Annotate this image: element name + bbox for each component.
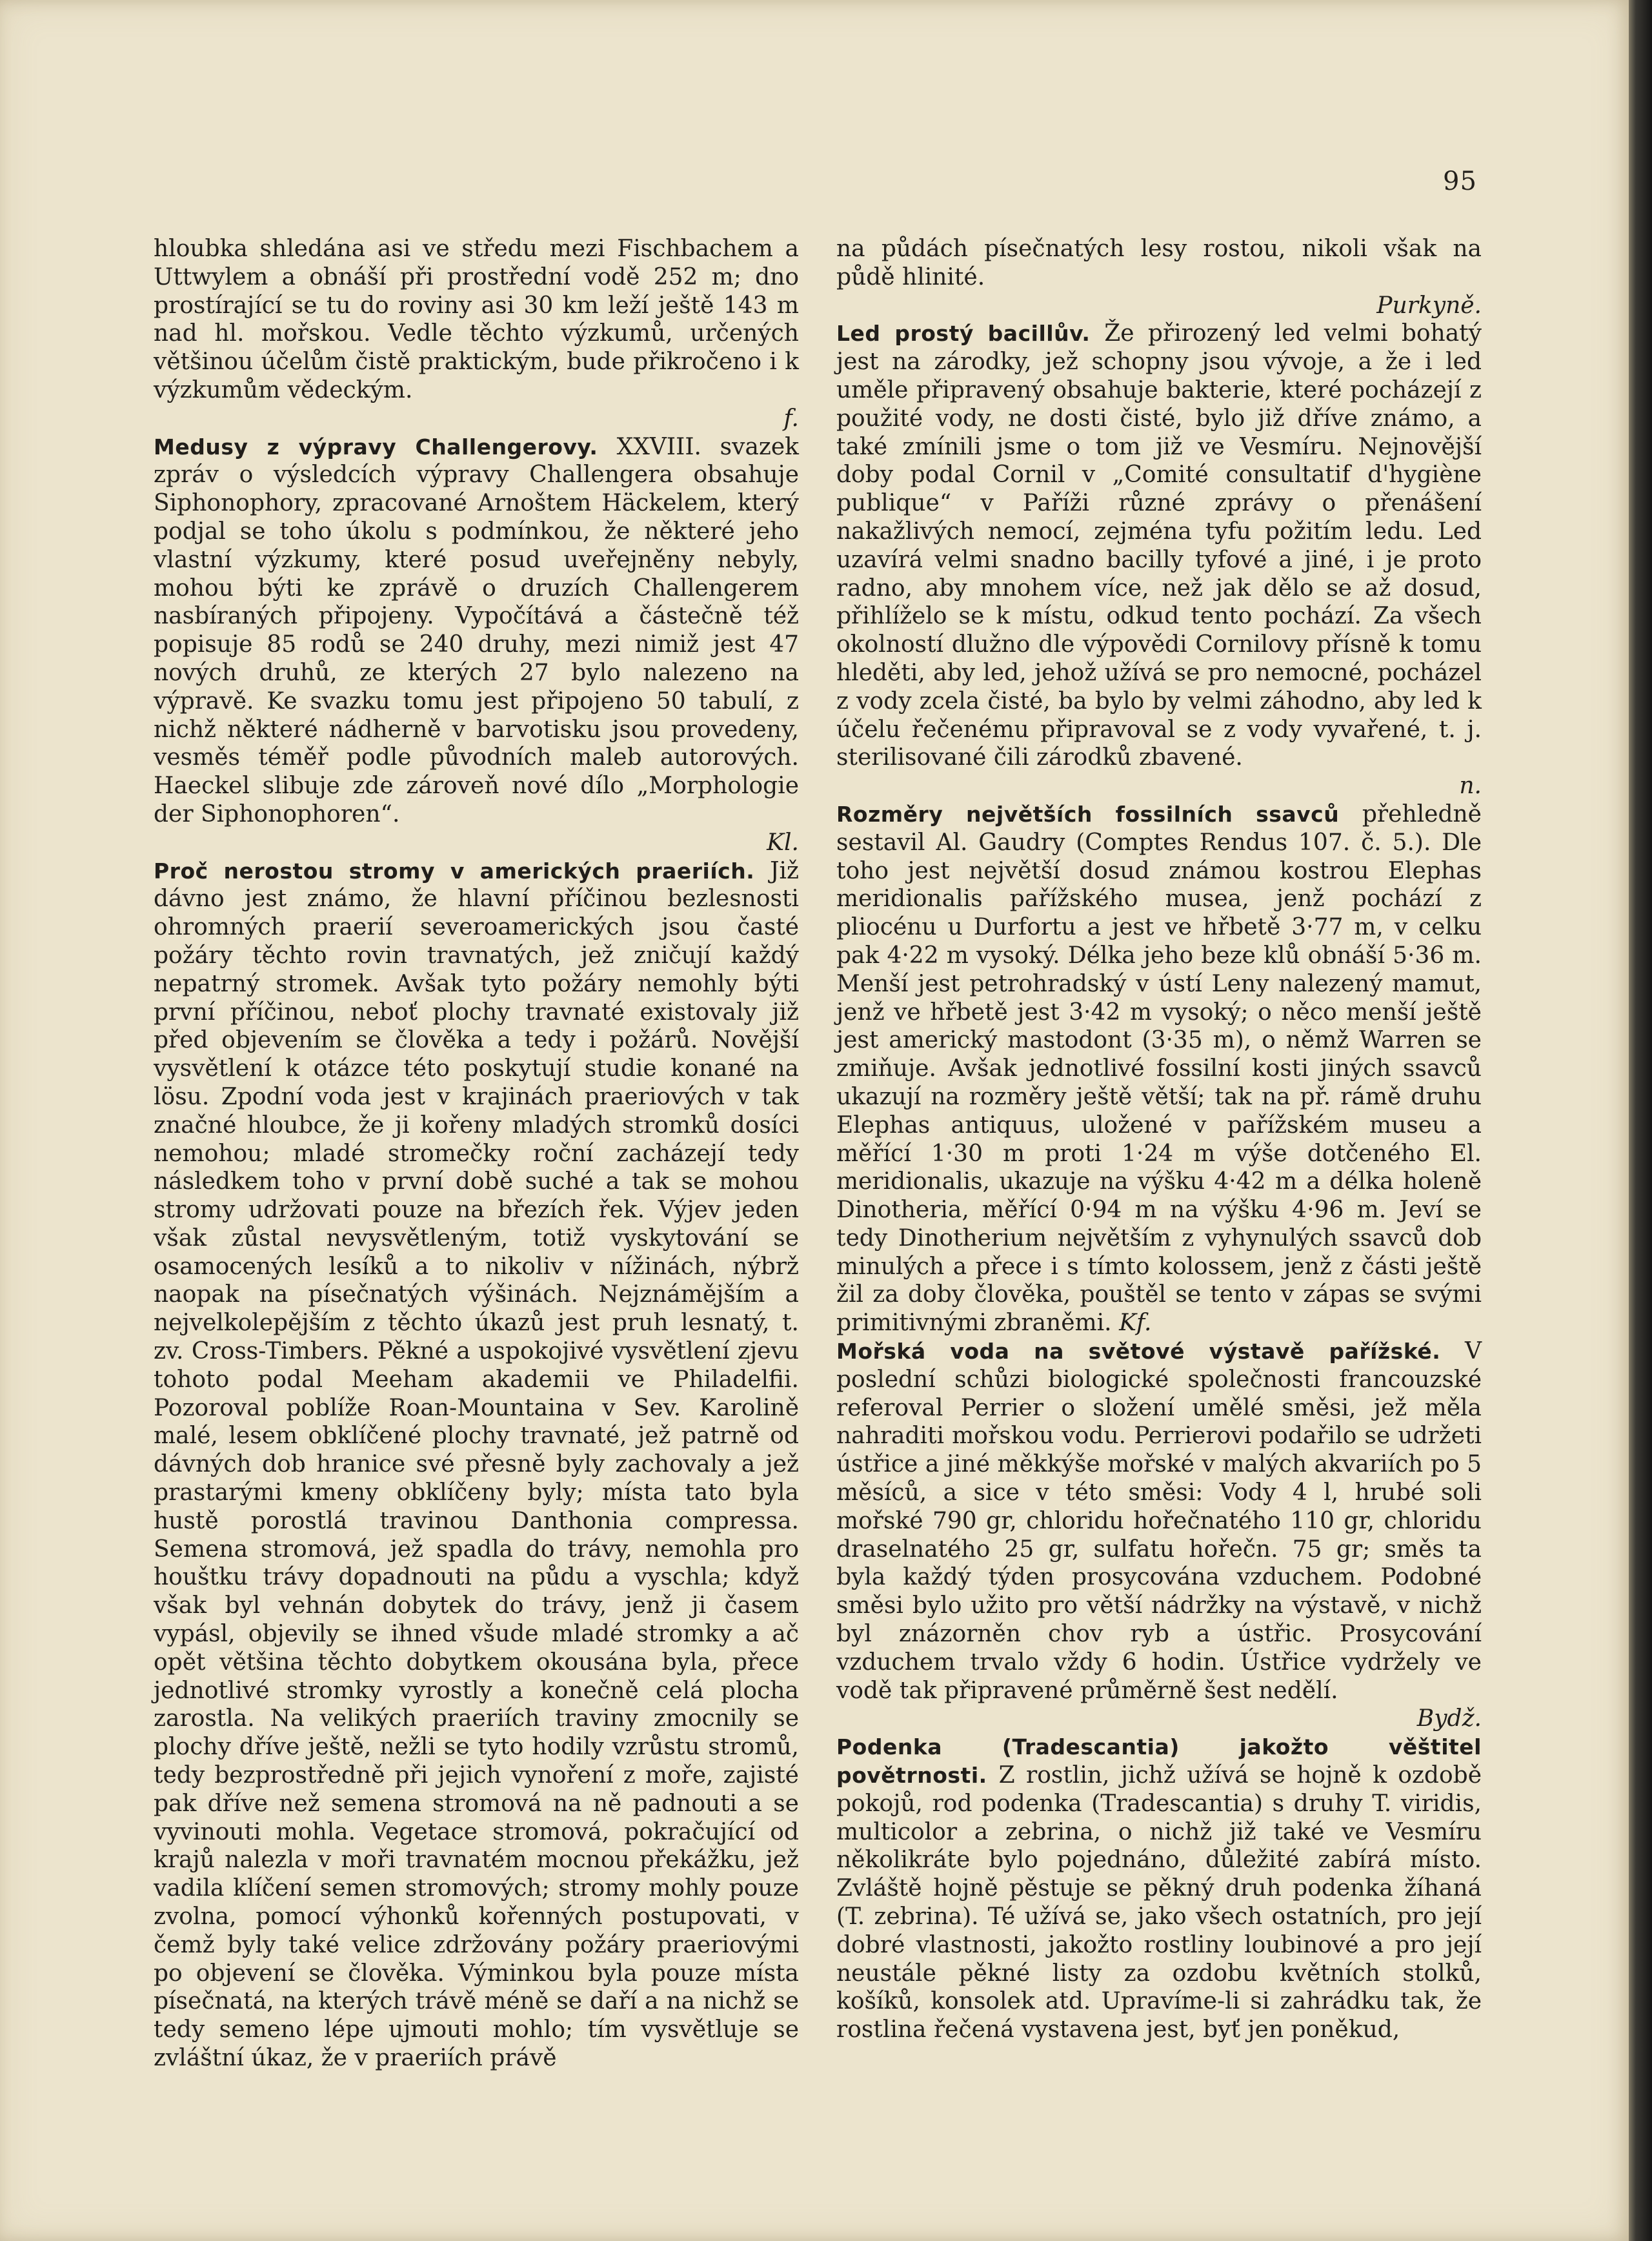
left-column: [154, 235, 799, 2073]
article-heading: Led prostý bacillův.: [836, 321, 1105, 347]
author-signature: Kl.: [767, 829, 799, 856]
paragraph-text: Že přirozený led velmi bohatý jest na zárodky, jež schopny jsou vývoje, a že i led uměle připravený obsahuje bakterie, které pocházejí z použité vody, ne dosti čisté, bylo již dříve známo, a také zmínili jsme o tom již ve Vesmíru. Nejnovější doby podal Cornil v „Comité consultatif d'hygiène publique“ v Paříži různé zprávy o přenášení nakažlivých nemocí, zejména tyfu požitím ledu. Led uzavírá velmi snadno bacilly tyfové a jiné, i je proto radno, aby mnohem více, než jak dělo se až dosud, přihlíželo se k místu, odkud tento pochází. Za všech okolností dlužno dle výpovědi Cornilovy přísně k tomu hleděti, aby led, jehož užívá se pro nemocné, pocházel z vody zcela čisté, ba bylo by velmi záhodno, aby led k účelu řečenému připravoval se z vody vyvařené, t. j. sterilisované čili zárodků zbavené.: [836, 320, 1482, 771]
article-heading: Mořská voda na světové výstavě pařížské.: [836, 1339, 1465, 1364]
article-medusy: [154, 433, 799, 857]
paragraph-text: XXVIII. svazek zpráv o výsledcích výpravy Challengera obsahuje Siphonophory, zpracované Arnoštem Häckelem, který podjal se toho úkolu s podmínkou, že některé jeho vlastní výzkumy, které posud uveřejněny nebyly, mohou býti ke zprávě o druzích Challengerem nasbíraných připojeny. Vypočítává a částečně též popisuje 85 rodů se 240 druhy, mezi nimiž jest 47 nových druhů, ze kterých 27 bylo nalezeno na výpravě. Ke svazku tomu jest připojeno 50 tabulí, z nichž některé nádherně v barvotisku jsou provedeny, vesměs téměř podle původních maleb autorových. Haeckel slibuje zde zároveň nové dílo „Morphologie der Siphonophoren“.: [154, 433, 799, 827]
author-signature: n.: [1459, 773, 1482, 800]
paragraph-text: Již dávno jest známo, že hlavní příčinou bezlesnosti ohromných praerií severoamerických jsou časté požáry těchto rovin travnatých, jež zničují každý nepatrný stromek. Avšak tyto požáry nemohly býti první příčinou, neboť plochy travnaté existovaly již před objevením se člověka a tedy i požárů. Novější vysvětlení k otázce této poskytují studie konané na lösu. Zpodní voda jest v krajinách praeriových v tak značné hloubce, že ji kořeny mladých stromků dosíci nemohou; mladé stromečky roční zacházejí tedy následkem toho v první době suché a tak se mohou stromy udržovati pouze na březích řek. Výjev jeden však zůstal nevysvětleným, totiž vyskytování se osamocených lesíků a to nikoliv v nížinách, nýbrž naopak na písečnatých výšinách. Nejznámějším a nejvelkolepějším z těchto úkazů jest pruh lesnatý, t. zv. Cross-Timbers. Pěkné a uspokojivé vysvětlení zjevu tohoto podal Meeham akademii ve Philadelfii. Pozoroval poblíže Roan-Mountaina v Sev. Karolině malé, lesem obklíčené plochy travnaté, jež patrně od dávných dob hranice své přesně byly zachovaly a jež prastarými kmeny obklíčeny byly; místa tato byla hustě porostlá travinou Danthonia compressa. Semena stromová, jež spadla do trávy, nemohla pro houštku trávy dopadnouti na půdu a vyschla; když však byl vehnán dobytek do trávy, jenž ji časem vypásl, objevily se ihned všude mladé stromky a ač opět většina těchto dobytkem okousána byla, přece jednotlivé stromky vyrostly a konečně celá plocha zarostla. Na velikých praeriích traviny zmocnily se plochy dříve ještě, nežli se tyto hodily vzrůstu stromů, tedy bezprostředně při jejich vynoření z moře, zajisté pak dříve než semena stromová na ně padnouti a se vyvinouti mohla. Vegetace stromová, pokračující od krajů nalezla v moři travnatém mocnou překážku, jež vadila klíčení semen stromových; stromy mohly pouze zvolna, pomocí výhonků kořenných postupovati, v čemž byly také velice zdržovány požáry praeriovými po objevení se člověka. Výminkou byla pouze místa písečnatá, na kterých trávě méně se daří a na nichž se tedy semeno lépe ujmouti mohlo; tím vysvětluje se zvláštní úkaz, že v praeriích právě: [154, 857, 799, 2071]
author-signature: Bydž.: [1416, 1705, 1482, 1732]
author-signature: Kf.: [1119, 1310, 1152, 1337]
article-led: [836, 319, 1482, 800]
page-number: 95: [1443, 167, 1477, 196]
right-column: [836, 235, 1482, 2044]
article-heading: Proč nerostou stromy v amerických praeriích.: [154, 858, 771, 884]
author-signature: f.: [783, 405, 799, 432]
author-signature: Purkyně.: [1376, 292, 1482, 319]
article-morska-voda: [836, 1337, 1482, 1733]
paragraph-text: na půdách písečnatých lesy rostou, nikoli však na půdě hlinité.: [836, 236, 1482, 290]
article-praerie: [154, 857, 799, 2073]
scan-edge: [1629, 0, 1652, 2241]
paragraph-text: přehledně sestavil Al. Gaudry (Comptes Rendus 107. č. 5.). Dle toho jest největší dosud známou kostrou Elephas meridionalis pařížského musea, jenž pochází z pliocénu u Durfortu a jest ve hřbetě 3·77 m, v celku pak 4·22 m vysoký. Délka jeho beze klů obnáší 5·36 m. Menší jest petrohradský v ústí Leny nalezený mamut, jenž ve hřbetě jest 3·42 m vysoký; o něco menší ještě jest americký mastodont (3·35 m), o němž Warren se zmiňuje. Avšak jednotlivé fossilní kosti jiných ssavců ukazují na rozměry ještě větší; tak na př. rámě druhu Elephas antiquus, uložené v pařížském museu a měřící 1·30 m proti 1·24 m výše dotčeného El. meridionalis, ukazuje na výšku 4·42 m a délka holeně Dinotheria, měřící 0·94 m na výšku 4·96 m. Jeví se tedy Dinotherium největším z vyhynulých ssavců dob minulých a přece i s tímto kolossem, jenž z části ještě žil za doby člověka, pouštěl se tento v zápas se svými primitivnými zbraněmi.: [836, 800, 1482, 1337]
article-heading: Medusy z výpravy Challengerovy.: [154, 434, 617, 460]
article-podenka: [836, 1733, 1482, 2044]
article-fossil: [836, 800, 1482, 1337]
paragraph-text: Z rostlin, jichž užívá se hojně k ozdobě pokojů, rod podenka (Tradescantia) s druhy T. viridis, multicolor a zebrina, o nichž již také ve Vesmíru několikráte bylo pojednáno, důležité zabírá místo. Zvláště hojně pěstuje se pěkný druh podenka žíhaná (T. zebrina). Té užívá se, jako všech ostatních, pro její dobré vlastnosti, jakožto rostliny loubinové a pro její neustále pěkné listy za ozdobu květních stolků, košíků, konsolek atd. Upravíme-li si zahrádku tak, že rostlina řečená vystavena jest, byť jen poněkud,: [836, 1762, 1482, 2043]
article-heading: Podenka (Tradescantia) jakožto věštitel povětrnosti.: [836, 1734, 1482, 1789]
article-heading: Rozměry největších fossilních ssavců: [836, 801, 1362, 827]
paragraph-lake-depth: [154, 235, 799, 433]
paragraph-text: V poslední schůzi biologické společnosti francouzské referoval Perrier o složení umělé směsi, jež měla nahraditi mořskou vodu. Perrierovi podařilo se udržeti ústřice a jiné měkkýše mořské v malých akvariích po 5 měsíců, a sice v této směsi: Vody 4 l, hrubé soli mořské 790 gr, chloridu hořečnatého 110 gr, chloridu draselnatého 25 gr, sulfatu hořečn. 75 gr; směs ta byla každý týden prosycována vzduchem. Podobné směsi bylo užito pro větší nádržky na výstavě, v nichž byl znázorněn chov ryb a ústřic. Prosycování vzduchem trvalo vždy 6 hodin. Ústřice vydržely ve vodě tak připravené průměrně šest nedělí.: [836, 1338, 1482, 1704]
paragraph-praerie-end: [836, 235, 1482, 319]
paragraph-text: hloubka shledána asi ve středu mezi Fischbachem a Uttwylem a obnáší při prostřední vodě 252 m; dno prostírající se tu do roviny asi 30 km leží ještě 143 m nad hl. mořskou. Vedle těchto výzkumů, určených většinou účelům čistě praktickým, bude přikročeno i k výzkumům vědeckým.: [154, 236, 799, 403]
